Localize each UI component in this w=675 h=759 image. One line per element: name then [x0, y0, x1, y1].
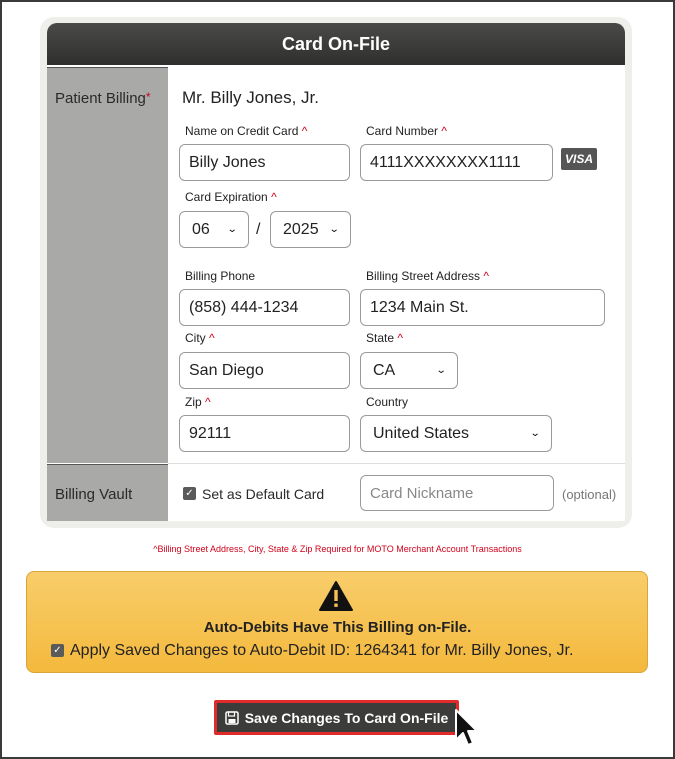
apply-auto-debit-label: Apply Saved Changes to Auto-Debit ID: 1264341 for Mr. Billy Jones, Jr. — [70, 642, 574, 659]
default-card-label: Set as Default Card — [202, 486, 325, 502]
expiration-year-select[interactable] — [270, 211, 351, 248]
card-expiration-label: Card Expiration ^ — [185, 190, 277, 204]
save-card-button[interactable] — [214, 700, 459, 735]
alert-title: Auto-Debits Have This Billing on-File. — [203, 619, 472, 636]
billing-street-input[interactable]: 1234 Main St. — [360, 289, 605, 326]
country-select[interactable] — [360, 415, 552, 452]
expiration-separator: / — [256, 221, 261, 238]
country-label: Country — [366, 395, 409, 409]
zip-label: Zip ^ — [185, 395, 211, 409]
billing-vault-label: Billing Vault — [55, 486, 133, 503]
state-label: State ^ — [366, 331, 404, 345]
name-on-card-label: Name on Credit Card ^ — [185, 124, 308, 138]
card-header-title: Card On-File — [281, 33, 390, 54]
patient-billing-label: Patient Billing* — [55, 90, 151, 107]
expiration-year-value: 2025 — [283, 220, 319, 238]
default-card-checkbox[interactable]: ✓ — [183, 487, 196, 500]
warning-icon — [318, 580, 354, 612]
mouse-cursor-icon — [454, 708, 478, 748]
city-label: City ^ — [185, 331, 215, 345]
card-number-input[interactable]: 4111XXXXXXXX1111 — [360, 144, 553, 181]
save-button-label: Save Changes To Card On-File — [244, 709, 449, 726]
visa-icon: VISA — [561, 148, 597, 170]
expiration-month-value: 06 — [192, 220, 210, 238]
zip-input[interactable]: 92111 — [179, 415, 350, 452]
state-value: CA — [373, 361, 396, 379]
expiration-month-select[interactable] — [179, 211, 249, 248]
save-icon — [225, 711, 239, 725]
row-divider — [168, 463, 625, 464]
card-header — [47, 23, 625, 65]
country-value: United States — [373, 424, 470, 442]
chevron-down-icon: ⌄ — [226, 224, 238, 235]
chevron-down-icon: ⌄ — [435, 365, 447, 376]
billing-phone-label: Billing Phone — [185, 269, 256, 283]
patient-billing-label-cell — [47, 67, 168, 463]
billing-street-label: Billing Street Address ^ — [366, 269, 490, 283]
city-input[interactable]: San Diego — [179, 352, 350, 389]
requirement-note: ^Billing Street Address, City, State & Zip Required for MOTO Merchant Account Transactions — [153, 544, 522, 554]
billing-phone-input[interactable]: (858) 444-1234 — [179, 289, 350, 326]
apply-auto-debit-checkbox[interactable]: ✓ — [51, 644, 64, 657]
chevron-down-icon: ⌄ — [529, 428, 541, 439]
patient-name: Mr. Billy Jones, Jr. — [182, 88, 319, 107]
chevron-down-icon: ⌄ — [328, 224, 340, 235]
card-number-label: Card Number ^ — [366, 124, 448, 138]
card-nickname-input[interactable]: Card Nickname — [360, 475, 554, 511]
name-on-card-input[interactable]: Billy Jones — [179, 144, 350, 181]
optional-hint: (optional) — [562, 487, 617, 502]
state-select[interactable] — [360, 352, 458, 389]
